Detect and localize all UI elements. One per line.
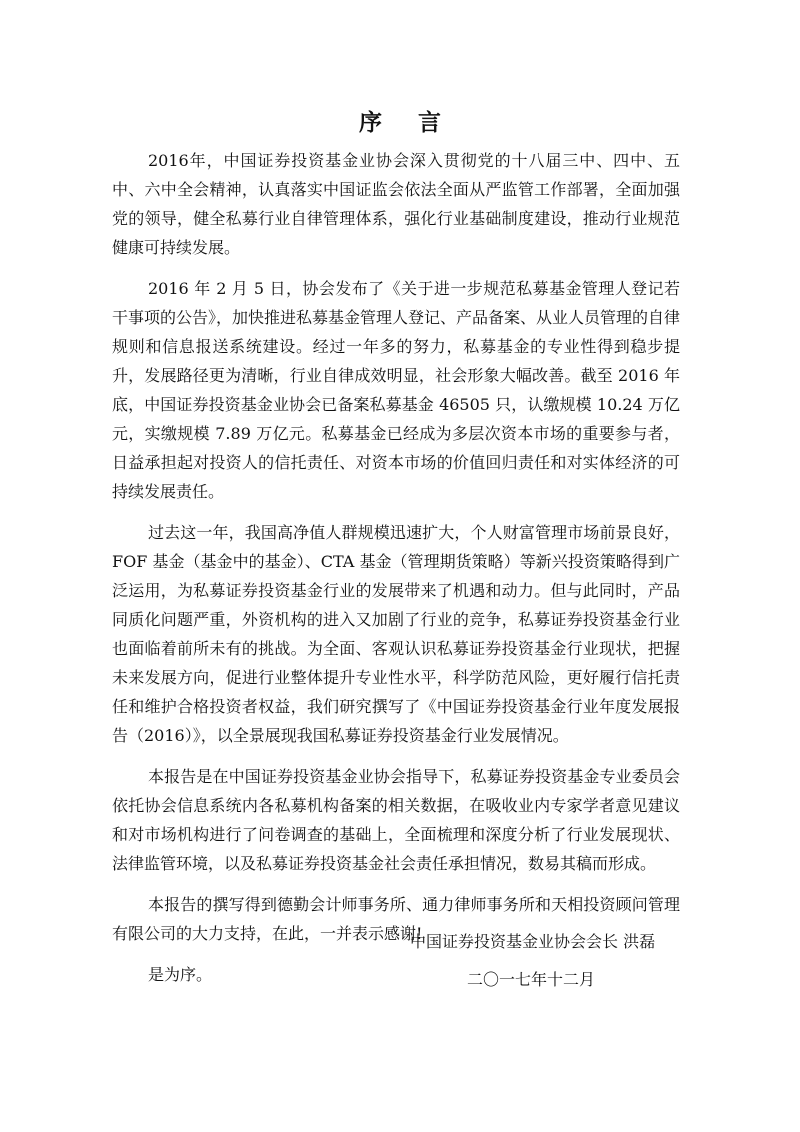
paragraph-4: 本报告是在中国证券投资基金业协会指导下，私募证券投资基金专业委员会依托协会信息系统内各私募机构备案的相关数据，在吸收业内专家学者意见建议和对市场机构进行了问卷调查的基础上，全面梳理和深度分析了行业发展现状、法律监管环境，以及私募证券投资基金社会责任承担情况，数易其稿而形成。 — [112, 767, 680, 873]
paragraph-3: 过去这一年，我国高净值人群规模迅速扩大，个人财富管理市场前景良好，FOF 基金（基金中的基金）、CTA 基金（管理期货策略）等新兴投资策略得到广泛运用，为私募证券投资基金行业的发展带来了机遇和动力。但与此同时，产品同质化问题严重，外资机构的进入又加剧了行业的竞争，私募证券投资基金行业也面临着前所未有的挑战。为全面、客观认识私募证券投资基金行业现状，把握未来发展方向，促进行业整体提升专业性水平，科学防范风险，更好履行信托责任和维护合格投资者权益，我们研究撰写了《中国证券投资基金行业年度发展报告（2016）》，以全景展现我国私募证券投资基金行业发展情况。 — [112, 523, 680, 745]
page-title: 序 言 — [358, 109, 455, 136]
paragraph-5: 本报告的撰写得到德勤会计师事务所、通力律师事务所和天相投资顾问管理有限公司的大力支持，在此，一并表示感谢! — [112, 895, 680, 943]
signature: 中国证券投资基金业协会会长 洪磊 — [410, 932, 656, 951]
date: 二〇一七年十二月 — [467, 970, 596, 989]
paragraph-2: 2016 年 2 月 5 日，协会发布了《关于进一步规范私募基金管理人登记若干事项的公告》，加快推进私募基金管理人登记、产品备案、从业人员管理的自律规则和信息报送系统建设。经过一年多的努力，私募基金的专业性得到稳步提升，发展路径更为清晰，行业自律成效明显，社会形象大幅改善。截至 2016 年底，中国证券投资基金业协会已备案私募基金 46505 只，认缴规模 10.24 万亿元，实缴规模 7.89 万亿元。私募基金已经成为多层次资本市场的重要参与者，日益承担起对投资人的信托责任、对资本市场的价值回归责任和对实体经济的可持续发展责任。 — [112, 279, 681, 501]
paragraph-1: 2016年，中国证券投资基金业协会深入贯彻党的十八届三中、四中、五中、六中全会精神，认真落实中国证监会依法全面从严监管工作部署，全面加强党的领导，健全私募行业自律管理体系，强化行业基础制度建设，推动行业规范健康可持续发展。 — [112, 151, 680, 257]
preface-body — [112, 146, 680, 989]
closing-line: 是为序。 — [148, 965, 213, 984]
